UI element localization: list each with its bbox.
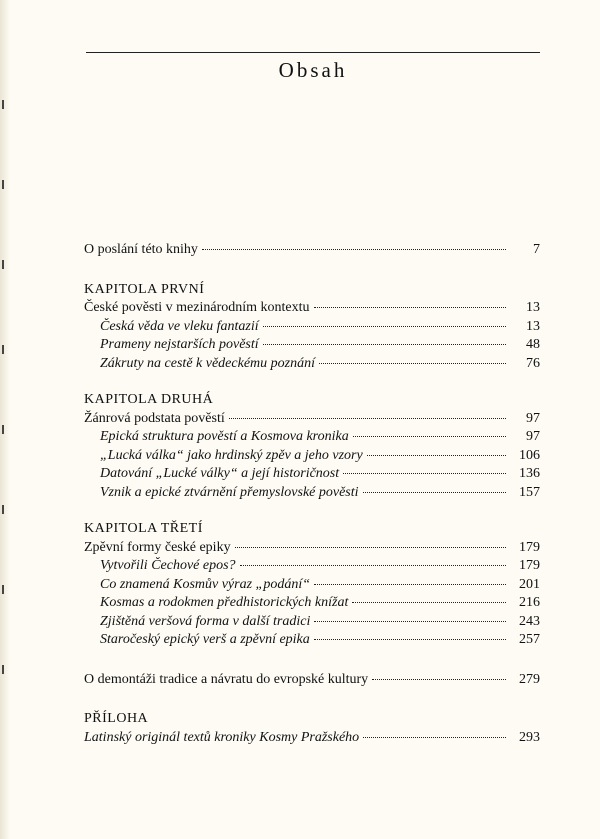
toc-entry-closing[interactable] bbox=[84, 671, 540, 690]
toc-entry-label: Latinský originál textů kroniky Kosmy Pražského bbox=[84, 729, 360, 745]
dot-leader bbox=[314, 307, 506, 308]
chapter-3 bbox=[84, 520, 540, 650]
toc-entry-page: 13 bbox=[526, 318, 540, 334]
toc-entry-label: České pověsti v mezinárodním kontextu bbox=[84, 300, 310, 315]
toc-entry-page: 48 bbox=[526, 337, 540, 352]
binding-mark bbox=[2, 260, 4, 269]
dot-leader bbox=[363, 492, 506, 493]
dot-leader bbox=[235, 547, 506, 548]
page-title: Obsah bbox=[278, 58, 348, 82]
toc-entry-page: 201 bbox=[519, 576, 540, 592]
binding-mark bbox=[2, 665, 4, 674]
toc-entry-page: 243 bbox=[519, 613, 540, 629]
dot-leader bbox=[343, 473, 506, 474]
binding-mark bbox=[2, 180, 4, 189]
toc-entry-page: 179 bbox=[519, 558, 540, 573]
toc-entry-label: Žánrová podstata pověstí bbox=[84, 410, 225, 426]
toc-entry-intro[interactable] bbox=[84, 241, 540, 260]
chapter-1 bbox=[84, 281, 540, 374]
table-of-contents bbox=[84, 241, 540, 747]
binding-mark bbox=[2, 505, 4, 514]
toc-entry[interactable] bbox=[84, 410, 540, 429]
dot-leader bbox=[367, 455, 506, 456]
toc-subentry[interactable] bbox=[84, 355, 540, 374]
binding-mark bbox=[2, 100, 4, 109]
dot-leader bbox=[353, 436, 506, 437]
toc-entry-page: 7 bbox=[533, 242, 540, 257]
toc-subentry[interactable] bbox=[84, 557, 540, 576]
toc-subentry[interactable] bbox=[84, 631, 540, 650]
appendix-heading: PŘÍLOHA bbox=[84, 711, 149, 726]
toc-entry-label: Vytvořili Čechové epos? bbox=[100, 558, 236, 573]
dot-leader bbox=[319, 363, 506, 364]
toc-subentry[interactable] bbox=[84, 576, 540, 595]
toc-entry-page: 179 bbox=[519, 539, 540, 555]
toc-subentry[interactable] bbox=[84, 447, 540, 466]
toc-entry-page: 279 bbox=[519, 671, 540, 687]
toc-entry-label: Staročeský epický verš a zpěvní epika bbox=[100, 632, 310, 647]
top-rule bbox=[86, 52, 540, 53]
page-edge bbox=[0, 0, 10, 839]
toc-entry-label: Zjištěná veršová forma v další tradici bbox=[100, 613, 311, 629]
toc-entry-appendix[interactable] bbox=[84, 729, 540, 748]
toc-entry-label: Prameny nejstarších pověstí bbox=[100, 337, 259, 352]
toc-entry-label: Epická struktura pověstí a Kosmova kronika bbox=[100, 429, 349, 444]
toc-subentry[interactable] bbox=[84, 336, 540, 355]
toc-entry-page: 97 bbox=[526, 410, 540, 426]
toc-entry-label: Datování „Lucké války“ a její historičnost bbox=[100, 466, 340, 481]
dot-leader bbox=[263, 344, 506, 345]
toc-entry-page: 136 bbox=[519, 466, 540, 481]
toc-entry[interactable] bbox=[84, 299, 540, 318]
toc-entry-label: Kosmas a rodokmen předhistorických knížat bbox=[100, 595, 349, 610]
dot-leader bbox=[352, 602, 506, 603]
toc-subentry[interactable] bbox=[84, 613, 540, 632]
toc-entry-page: 293 bbox=[519, 729, 540, 745]
toc-subentry[interactable] bbox=[84, 594, 540, 613]
chapter-heading: KAPITOLA DRUHÁ bbox=[84, 392, 214, 407]
toc-entry[interactable] bbox=[84, 539, 540, 558]
toc-entry-page: 76 bbox=[526, 355, 540, 371]
dot-leader bbox=[314, 621, 506, 622]
toc-entry-label: Co znamená Kosmův výraz „podání“ bbox=[100, 576, 311, 592]
dot-leader bbox=[202, 249, 506, 250]
toc-entry-page: 13 bbox=[526, 300, 540, 315]
toc-entry-label: Zákruty na cestě k vědeckému poznání bbox=[100, 355, 315, 371]
dot-leader bbox=[263, 326, 506, 327]
toc-entry-label: O demontáži tradice a návratu do evropské kultury bbox=[84, 671, 369, 687]
toc-entry-page: 157 bbox=[519, 484, 540, 500]
dot-leader bbox=[314, 584, 506, 585]
toc-entry-label: Zpěvní formy české epiky bbox=[84, 539, 231, 555]
chapter-heading: KAPITOLA TŘETÍ bbox=[84, 521, 203, 536]
binding-mark bbox=[2, 585, 4, 594]
binding-mark bbox=[2, 345, 4, 354]
toc-subentry[interactable] bbox=[84, 484, 540, 503]
dot-leader bbox=[372, 679, 506, 680]
toc-subentry[interactable] bbox=[84, 318, 540, 337]
toc-subentry[interactable] bbox=[84, 465, 540, 484]
binding-mark bbox=[2, 425, 4, 434]
toc-entry-page: 257 bbox=[519, 632, 540, 647]
toc-entry-label: Česká věda ve vleku fantazií bbox=[100, 318, 259, 334]
chapter-heading: KAPITOLA PRVNÍ bbox=[84, 281, 205, 297]
dot-leader bbox=[363, 737, 506, 738]
toc-subentry[interactable] bbox=[84, 428, 540, 447]
toc-entry-label: O poslání této knihy bbox=[84, 242, 198, 257]
chapter-2 bbox=[84, 391, 540, 502]
dot-leader bbox=[240, 565, 506, 566]
dot-leader bbox=[314, 639, 506, 640]
toc-entry-page: 97 bbox=[526, 429, 540, 444]
toc-entry-label: Vznik a epické ztvárnění přemyslovské pověsti bbox=[100, 484, 359, 500]
toc-entry-page: 106 bbox=[519, 447, 540, 463]
toc-entry-label: „Lucká válka“ jako hrdinský zpěv a jeho vzory bbox=[100, 447, 363, 463]
appendix bbox=[84, 710, 540, 747]
dot-leader bbox=[229, 418, 506, 419]
toc-entry-page: 216 bbox=[519, 595, 540, 610]
